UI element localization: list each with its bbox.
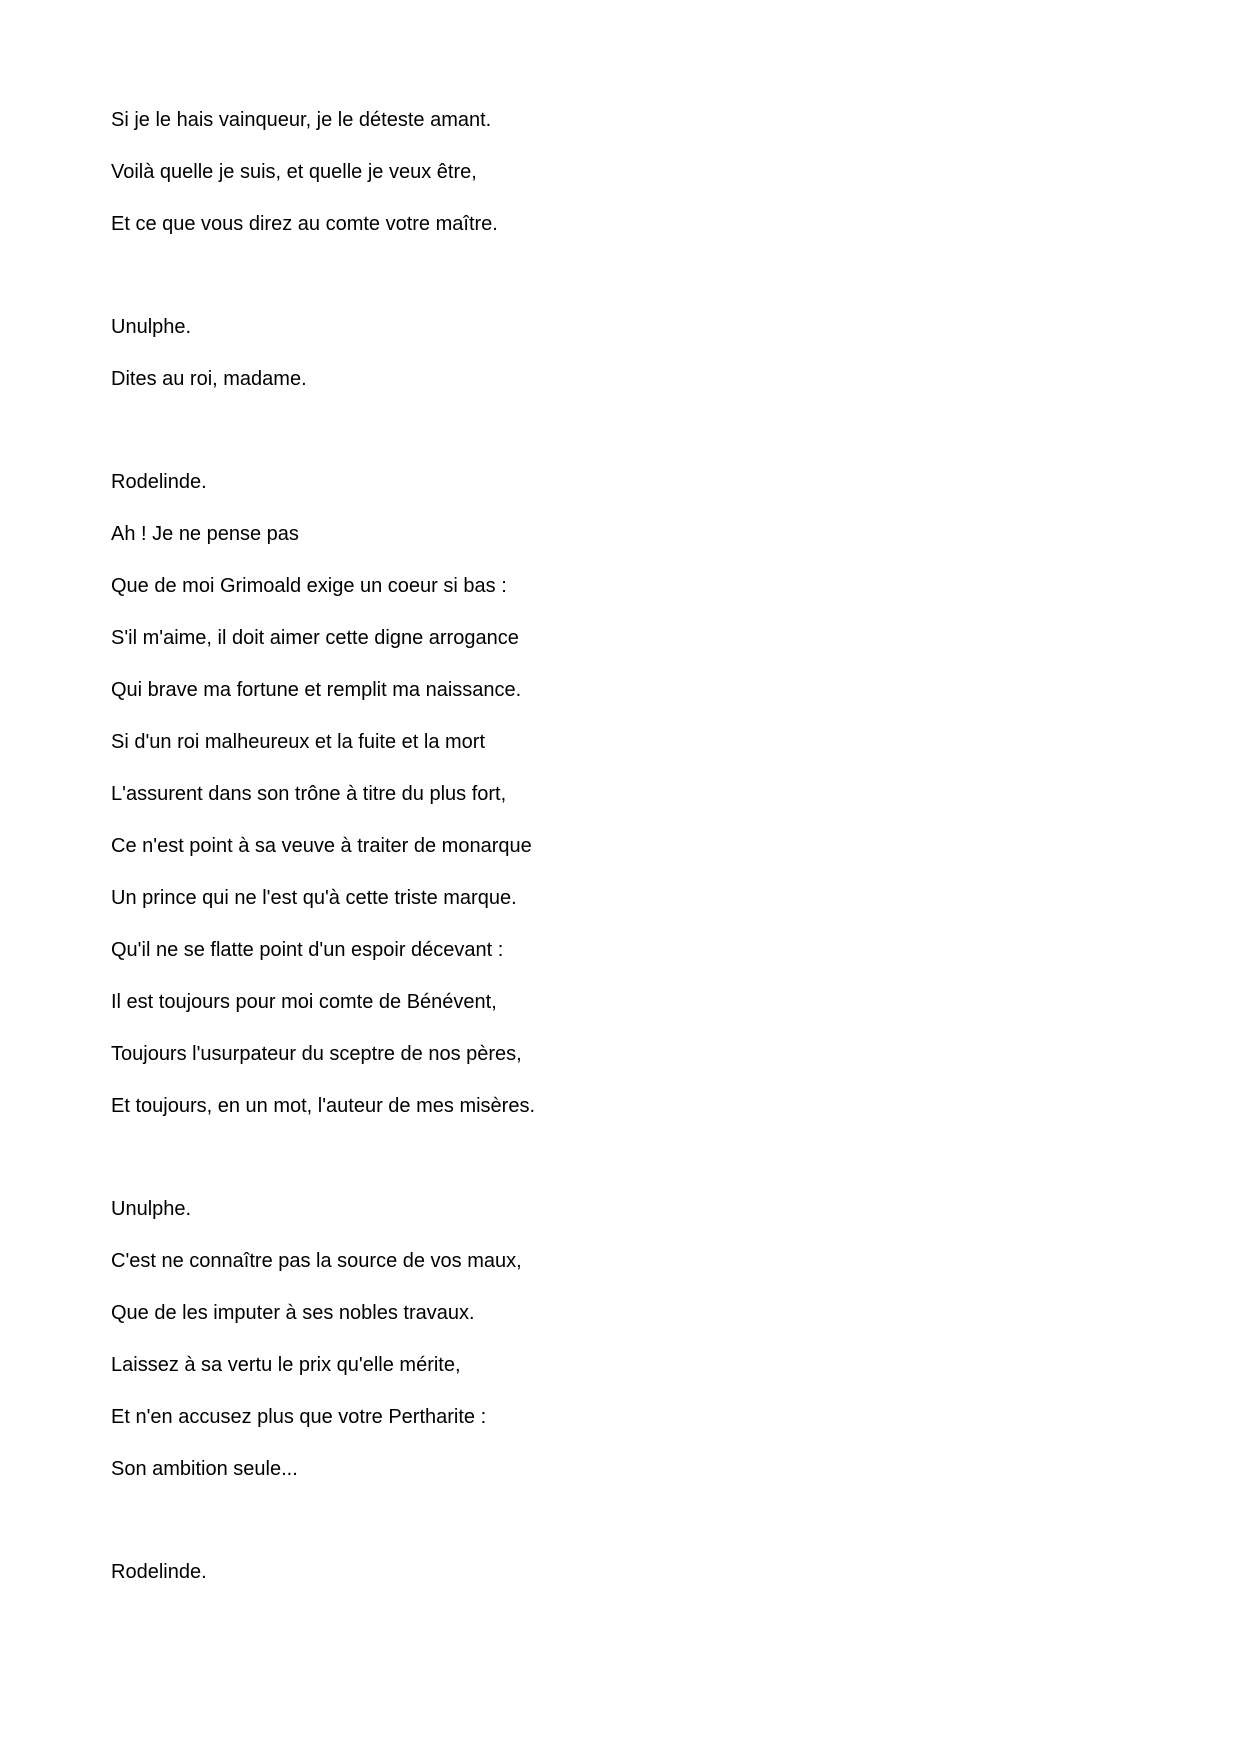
verse-line: Que de moi Grimoald exige un coeur si bas : [111, 575, 507, 597]
verse-line: Qu'il ne se flatte point d'un espoir décevant : [111, 939, 504, 961]
verse-line: S'il m'aime, il doit aimer cette digne arrogance [111, 627, 519, 649]
verse-line: Un prince qui ne l'est qu'à cette triste marque. [111, 887, 517, 909]
paragraph-gap [111, 263, 1111, 314]
speaker-name: Unulphe. [111, 1198, 192, 1220]
verse-line: Ce n'est point à sa veuve à traiter de monarque [111, 835, 532, 857]
verse-line: Dites au roi, madame. [111, 368, 307, 390]
verse-line: Si je le hais vainqueur, je le déteste amant. [111, 109, 492, 131]
verse-line: Ah ! Je ne pense pas [111, 523, 299, 545]
verse-line: Et n'en accusez plus que votre Pertharite : [111, 1406, 487, 1428]
verse-line: Que de les imputer à ses nobles travaux. [111, 1302, 475, 1324]
verse-line: Et toujours, en un mot, l'auteur de mes misères. [111, 1095, 536, 1117]
speaker-name: Rodelinde. [111, 1561, 207, 1583]
paragraph-gap [111, 418, 1111, 469]
verse-line: Toujours l'usurpateur du sceptre de nos pères, [111, 1043, 522, 1065]
speaker-name: Rodelinde. [111, 471, 207, 493]
verse-line: L'assurent dans son trône à titre du plus fort, [111, 783, 507, 805]
verse-line: Laissez à sa vertu le prix qu'elle mérite, [111, 1354, 461, 1376]
verse-line: Si d'un roi malheureux et la fuite et la mort [111, 731, 486, 753]
speaker-name: Unulphe. [111, 316, 192, 338]
play-text [111, 107, 1111, 1611]
verse-line: C'est ne connaître pas la source de vos maux, [111, 1250, 522, 1272]
verse-line: Voilà quelle je suis, et quelle je veux être, [111, 161, 477, 183]
verse-line: Il est toujours pour moi comte de Bénévent, [111, 991, 497, 1013]
verse-line: Son ambition seule... [111, 1458, 298, 1480]
verse-line: Et ce que vous direz au comte votre maître. [111, 213, 498, 235]
verse-line: Qui brave ma fortune et remplit ma naissance. [111, 679, 522, 701]
paragraph-gap [111, 1145, 1111, 1196]
paragraph-gap [111, 1508, 1111, 1559]
